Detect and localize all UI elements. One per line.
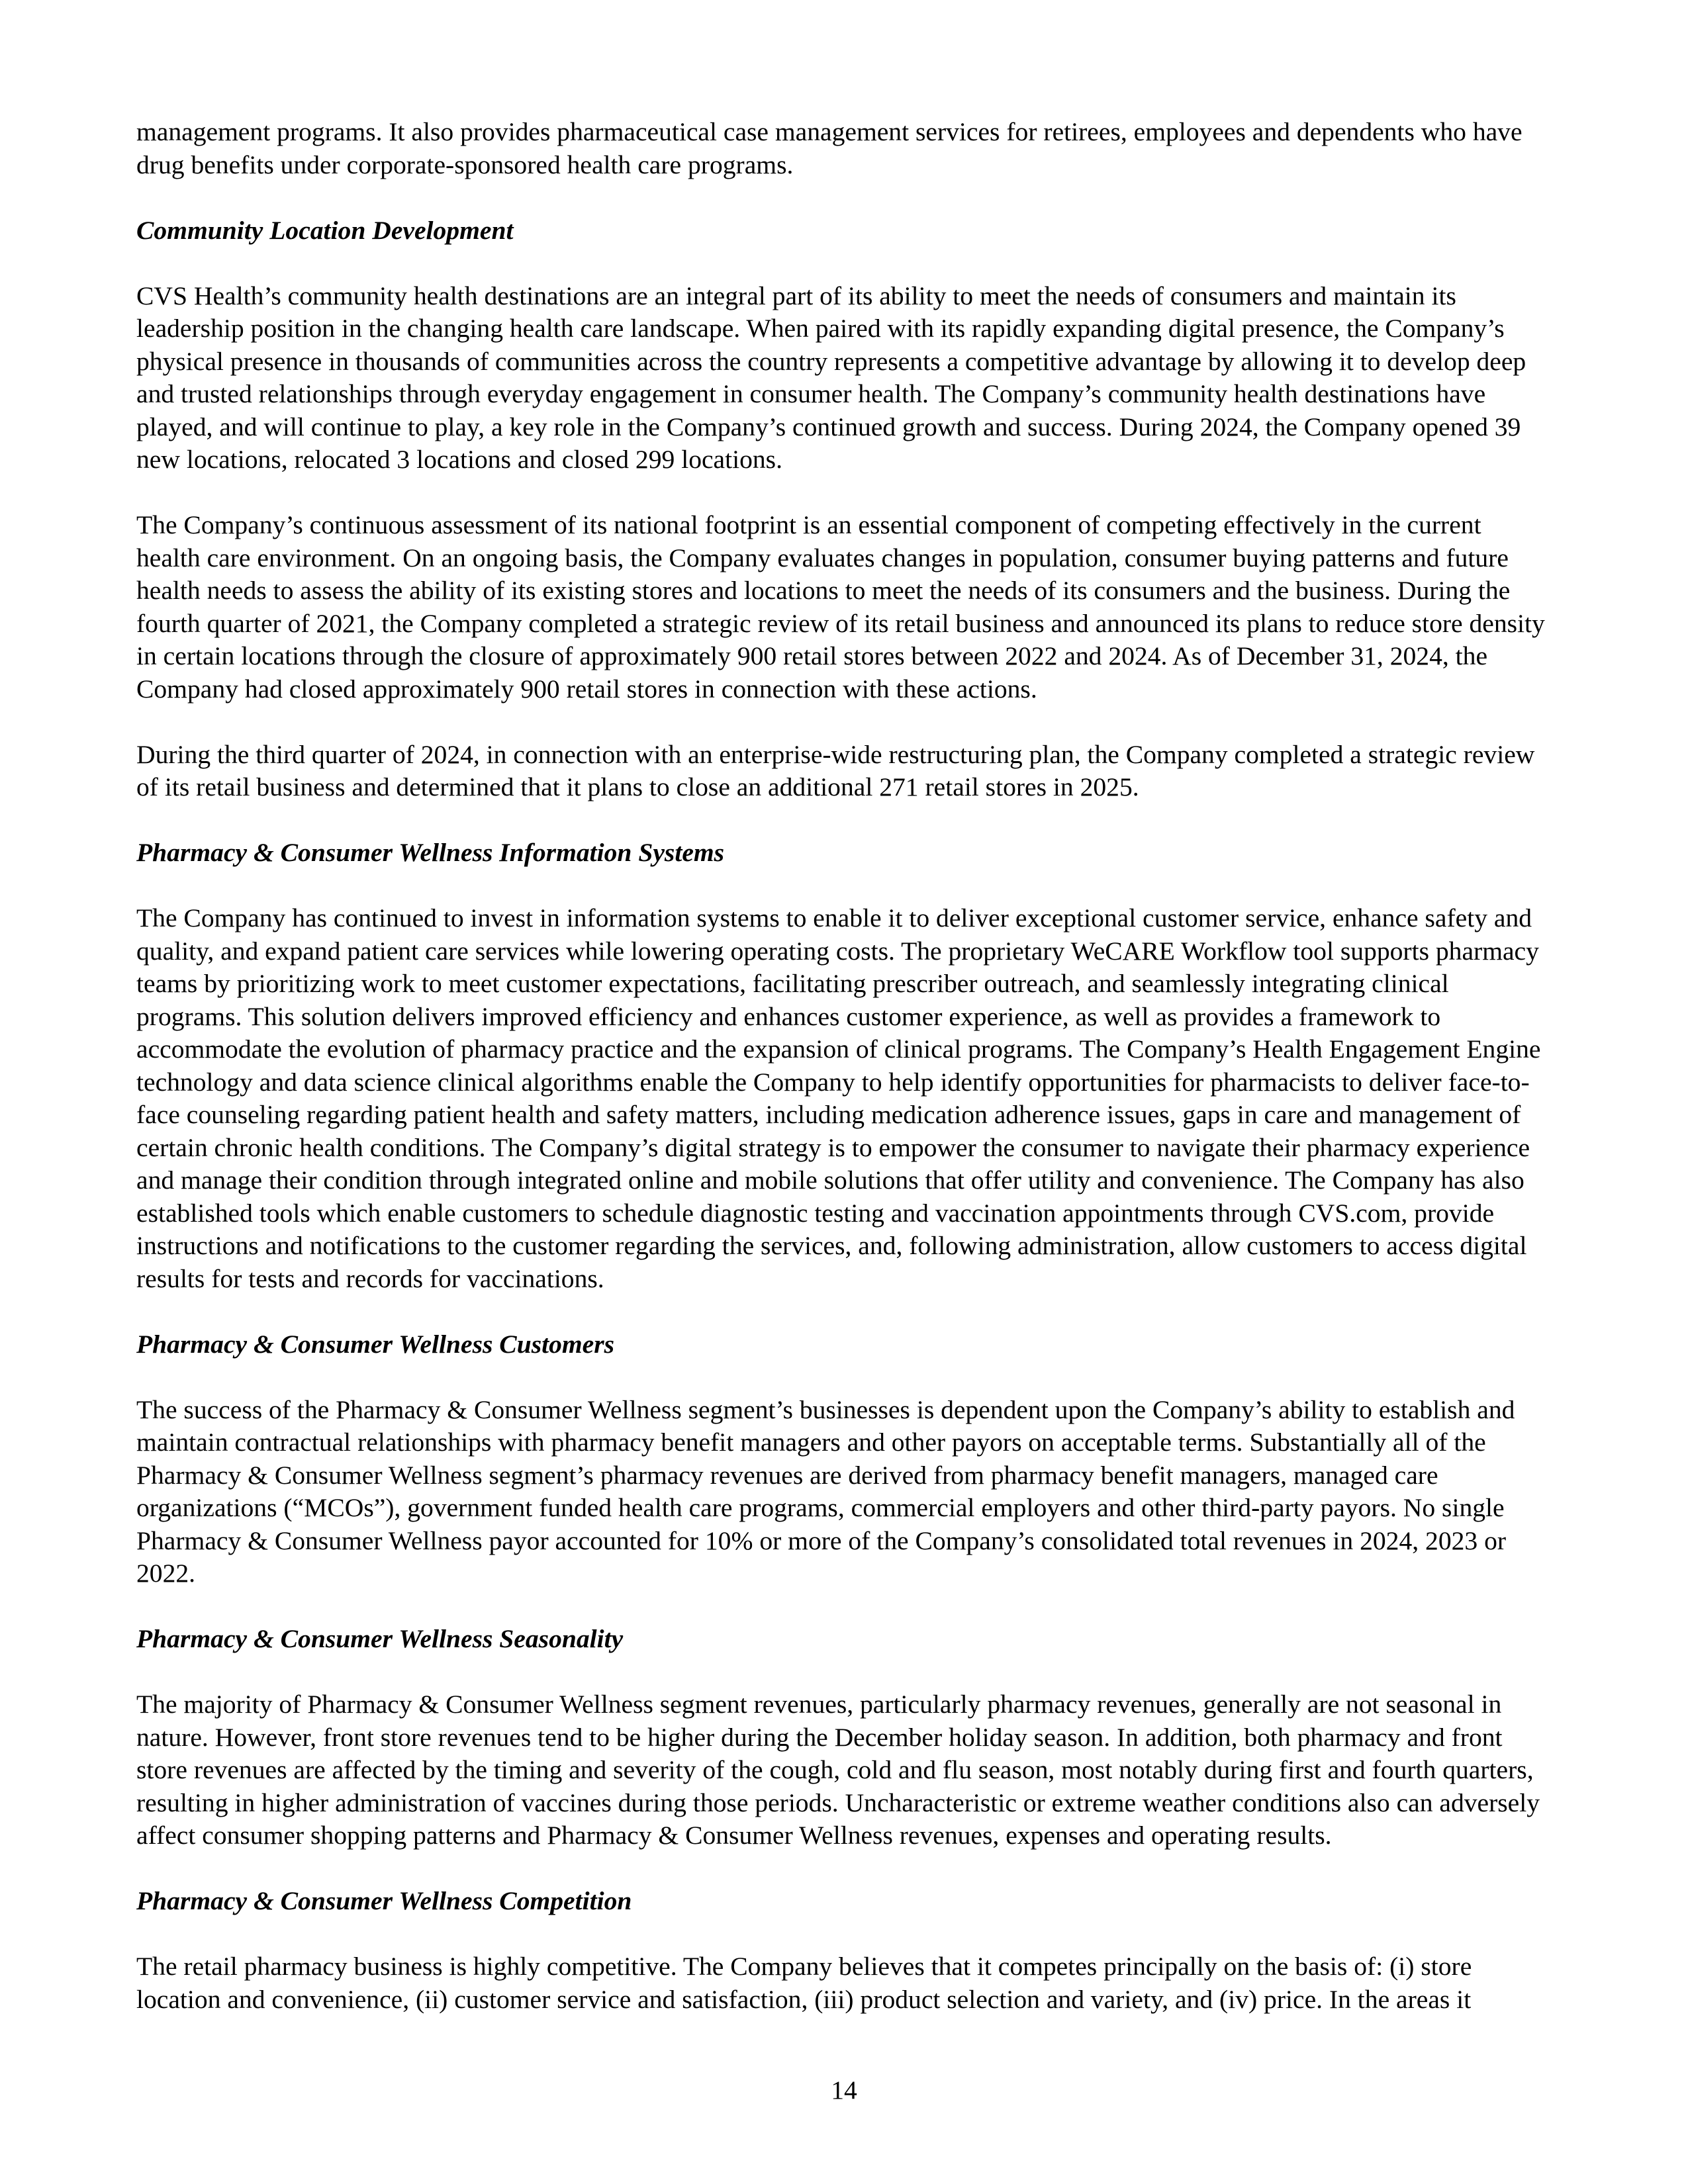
heading-seasonality: Pharmacy & Consumer Wellness Seasonality [136, 1624, 624, 1653]
paragraph-community-health-destinations: CVS Health’s community health destinations are an integral part of its ability to meet the needs of consumers and maintain its leadership position in the changing health care landscape. When paired with its rapidly expanding digital presence, the Company’s physical presence in thousands of communities across the country represents a competitive advantage by allowing it to develop deep and trusted relationships through everyday engagement in consumer health. The Company’s community health destinations have played, and will continue to play, a key role in the Company’s continued growth and success. During 2024, the Company opened 39 new locations, relocated 3 locations and closed 299 locations. [136, 281, 1526, 474]
heading-information-systems: Pharmacy & Consumer Wellness Information Systems [136, 838, 725, 867]
paragraph-information-systems: The Company has continued to invest in information systems to enable it to deliver exceptional customer service, enhance safety and quality, and expand patient care services while lowering operating costs. The proprietary WeCARE Workflow tool supports pharmacy teams by prioritizing work to meet customer expectations, facilitating prescriber outreach, and seamlessly integrating clinical programs. This solution delivers improved efficiency and enhances customer experience, as well as provides a framework to accommodate the evolution of pharmacy practice and the expansion of clinical programs. The Company’s Health Engagement Engine technology and data science clinical algorithms enable the Company to help identify opportunities for pharmacists to deliver face-to-face counseling regarding patient health and safety matters, including medication adherence issues, gaps in care and management of certain chronic health conditions. The Company’s digital strategy is to empower the consumer to navigate their pharmacy experience and manage their condition through integrated online and mobile solutions that offer utility and convenience. The Company has also established tools which enable customers to schedule diagnostic testing and vaccination appointments through CVS.com, provide instructions and notifications to the customer regarding the services, and, following administration, allow customers to access digital results for tests and records for vaccinations. [136, 903, 1541, 1293]
paragraph-case-management: management programs. It also provides pharmaceutical case management services for retirees, employees and dependents who have drug benefits under corporate-sponsored health care programs. [136, 117, 1523, 179]
page-number: 14 [831, 2075, 857, 2105]
paragraph-customers: The success of the Pharmacy & Consumer Wellness segment’s businesses is dependent upon the Company’s ability to establish and maintain contractual relationships with pharmacy benefit managers and other payors on acceptable terms. Substantially all of the Pharmacy & Consumer Wellness segment’s pharmacy revenues are derived from pharmacy benefit managers, managed care organizations (“MCOs”), government funded health care programs, commercial employers and other third-party payors. No single Pharmacy & Consumer Wellness payor accounted for 10% or more of the Company’s consolidated total revenues in 2024, 2023 or 2022. [136, 1394, 1515, 1588]
paragraph-competition: The retail pharmacy business is highly competitive. The Company believes that it competes principally on the basis of: (i) store location and convenience, (ii) customer service and satisfaction, (iii) product selection and variety, and (iv) price. In the areas it [136, 1952, 1472, 2014]
heading-community-location-development: Community Location Development [136, 215, 514, 245]
heading-competition: Pharmacy & Consumer Wellness Competition [136, 1886, 632, 1915]
page-content [136, 116, 1552, 2016]
paragraph-restructuring-plan: During the third quarter of 2024, in connection with an enterprise-wide restructuring plan, the Company completed a strategic review of its retail business and determined that it plans to close an additional 271 retail stores in 2025. [136, 739, 1535, 801]
paragraph-national-footprint: The Company’s continuous assessment of its national footprint is an essential component of competing effectively in the current health care environment. On an ongoing basis, the Company evaluates changes in population, consumer buying patterns and future health needs to assess the ability of its existing stores and locations to meet the needs of its consumers and the business. During the fourth quarter of 2021, the Company completed a strategic review of its retail business and announced its plans to reduce store density in certain locations through the closure of approximately 900 retail stores between 2022 and 2024. As of December 31, 2024, the Company had closed approximately 900 retail stores in connection with these actions. [136, 510, 1545, 704]
paragraph-seasonality: The majority of Pharmacy & Consumer Wellness segment revenues, particularly pharmacy revenues, generally are not seasonal in nature. However, front store revenues tend to be higher during the December holiday season. In addition, both pharmacy and front store revenues are affected by the timing and severity of the cough, cold and flu season, most notably during first and fourth quarters, resulting in higher administration of vaccines during those periods. Uncharacteristic or extreme weather conditions also can adversely affect consumer shopping patterns and Pharmacy & Consumer Wellness revenues, expenses and operating results. [136, 1690, 1540, 1850]
heading-customers: Pharmacy & Consumer Wellness Customers [136, 1329, 615, 1359]
